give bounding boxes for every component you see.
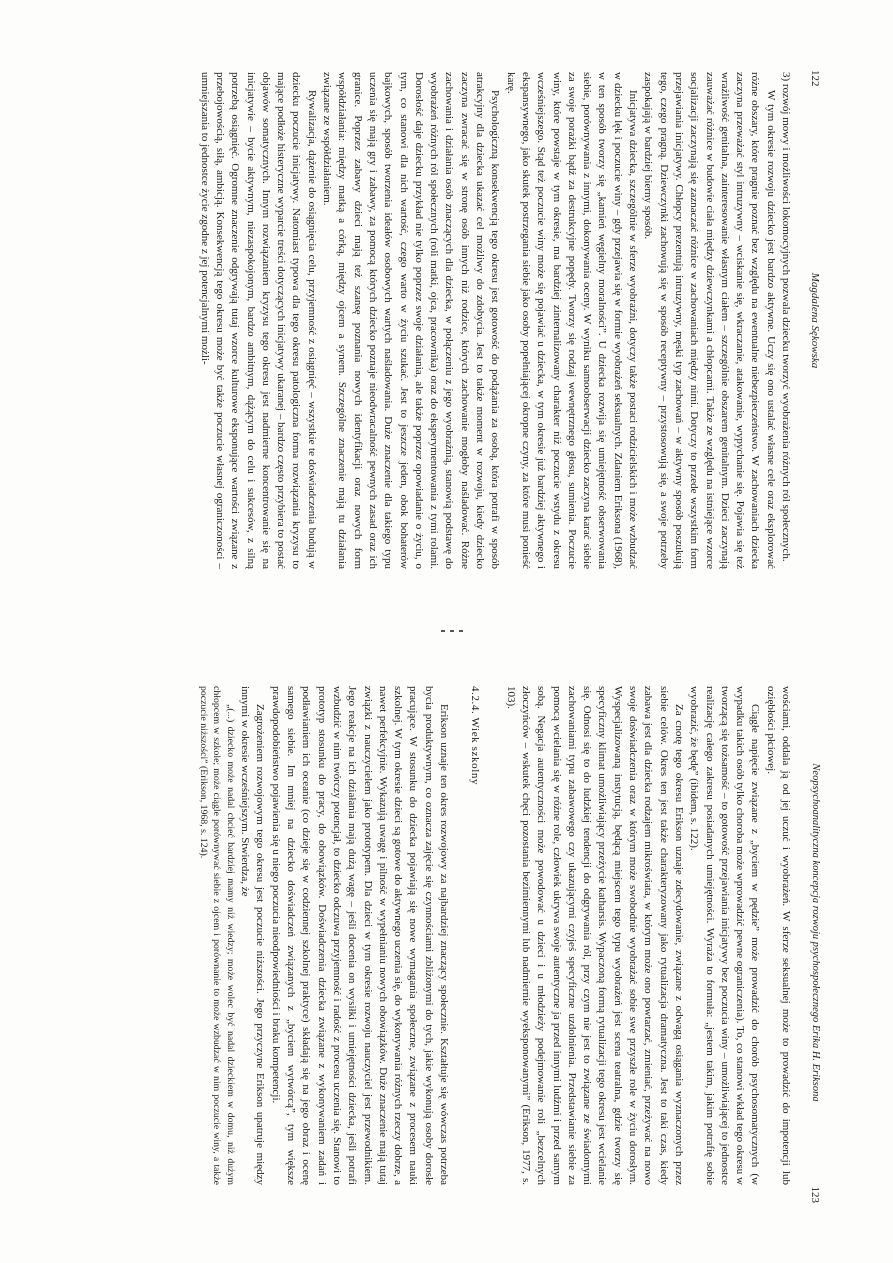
paragraph: Rywalizacja, dążenie do osiągnięcia celu, przyjemność z osiągnięć – wszystkie te doświadczenia budują w dziecku poczucie inicjatywy. Natomiast typowa dla tego okresu patologiczna forma rozwiązania kryzysu to mające podłoże histeryczne wyparcie treści dotyczących inicjatywy ukaranej – bardzo często przybiera to postać objawów somatycznych. Innym rozwiązaniem kryzysu tego okresu jest nadmierne koncentrowanie się na inicjatywie – bycie aktywnym, niezaspokojonym, bardzo ambitnym, dążącym do celu i sukcesów, z silną potrzebą osiągnięć. Ogromne znaczenie odgrywają tutaj wzorce kulturowe eksponujące wartości związane z przebojowością, siłą, ambicją. Konsekwencją tego okresu może być także poczucie własnej ograniczoności – umniejszania to jednostce życie zgodne z jej potencjalnymi możli- [198, 72, 318, 569]
paragraph: Erikson uznaje ten okres rozwojowy za najbardziej znaczący społecznie. Kształtuje się wówczas potrzeba bycia produktywnym, co oznacza zajęcie się czynnościami zbliżonymi do tych, jakie wykonują osoby dorosłe pracujące. W stosunku do dziecka pojawiają się nowe wymagania społeczne, związane z procesem nauki szkolnej. W tym okresie dzieci są gotowe do aktywnego uczenia się, do wykonywania różnych rzeczy dobrze, a nawet perfekcyjnie. Wykazują uwagę i pilność w wypełnianiu nowych obowiązków. Duże znaczenie mają tutaj związki z nauczycielem jako prototypem. Dla dzieci w tym okresie rozwoju nauczyciel jest przewodnikiem. Jego reakcje na ich działania mają dużą wagę – jeśli docenia on wysiłki i umiejętności dziecka, jeśli potrafi wzbudzić w nim twórczy potencjał, to dziecko odczuwa przyjemność i radość z procesu uczenia się. Stanowi to prototyp stosunku do pracy, do obowiązków. Doświadczenia dziecka związane z wykonywaniem zadań i podławianiem ich oceanie (co dzieje się w codziennej szkolnej praktyce) składają się na jego obraz i ocenę samego siebie. Im mniej na dziecko doświadczeń związanych z „byciem wytwórcą”, tym większe prawdopodobieństwo pojawienia się u niego poczucia nieodpowiedniości i braku kompetencji. [269, 686, 451, 1185]
paragraph: W tym okresie rozwoju dziecko jest bardzo aktywne. Uczy się ono ustalać własne cele oraz eksplorować różne obszary, które pragnie poznać bez względu na ewentualne niebezpieczeństwo. W zachowaniach dziecka zaczyna przeważać styl intruzywny – wciskanie się, wkraczanie, atakowanie, wypychanie się. Pojawia się też wrażliwość genitalna, zainteresowanie własnym ciałem – szczególnie obszarem genitalnym. Dzieci zaczynają zauważać różnice w budowie ciała między dziewczynkami a chłopcami. Także ze względu na istniejące wzorce socjalizacji zaczynają się zaznaczać różnice w zachowaniach między nimi. Dotyczy to przede wszystkim form przejawiania inicjatywy. Chłopcy prezentują intruzywny, męski typ zachowań – w aktywny sposób poszukują tego, czego pragną. Dziewczynki zachowują się w sposób receptywny – przystosowują się, a swoje potrzeby zaspokajają w bardziej bierny sposób. [642, 72, 777, 569]
paragraph: Zagrożeniem rozwojowym tego okresu jest poczucie niższości. Jego przyczyne Erikson upatruje między innymi w okresie wcześniejszym. Stwierdza, że [239, 686, 267, 1185]
right-running-head-title: Neopsychoanalityczna koncepcja rozwoju psychospołecznego Erika H. Eriksona [810, 763, 821, 1102]
paragraph: Psychologiczną konsekwencją tego okresu jest gotowość do podążania za osobą, która potrafi w sposób atrakcyjny dla dziecka ukazać cel możliwy do zdobycia. Jest to także moment w rozwoju, kiedy dziecko zaczyna zwracać się w stronę osób innych niż rodzice, których zachowanie mogłoby naśladować. Różne zachowania i działania osób znaczących dla dziecka, w połączeniu z jego wyobraźnią, stanowią podstawę do wyobrażeń różnych ról społecznych (roli matki, ojca, pracownika) oraz do eksperymentowania z tymi rolami. Dorosłość daje dziecku przykład nie tylko poprzez swoje działania, ale także poprzez opowiadanie o życiu, o tym, co stanowi dla nich wartość, czego warto w życiu szukać. Jest to jeszcze jeden, obok bohaterów bajkowych, sposób tworzenia ideałów osobowych wartych naśladowania. Duże znaczenie dla takiego typu uczenia się mają gry i zabawy, za pomocą których dziecko poznaje nieodwracalność pewnych zasad oraz ich granice. Poprzez zabawy dzieci mają też szansę poznania nowych identyfikacji oraz nowych form współdziałania: między matką a córką, między ojcem a synem. Szczególne znaczenie mają tu działania związane ze współdziałaniem. [321, 72, 502, 569]
right-page-body [40, 686, 793, 1185]
section-heading: 4.2.4. Wiek szkolny [469, 686, 482, 786]
block-quote: „(...) dziecko może nadal chcieć bardziej mamy niż wiedzy; może wolec być nadal dzieckiem w domu, niż dużym chłopcem w szkole; może ciągle porównywać siebie z ojcem i porównanie to może wzbudzać w nim poczucie winy, a także poczucie niższości” (Erikson, 1968, s. 124). [197, 686, 236, 1185]
paragraph: Ciągłe napięcie związane z „byciem w pędzie” może prowadzić do chorób psychosomatycznych (w wypadku takich osób tylko choroba może wprowadzić pewne ograniczenia). To, co stanowi wkład tego okresu w tworzącą się tożsamość – to gotowość przejawiania inicjatywy bez poczucia winy – umożliwiającej to jednostce realizację całego zakresu posiadanych umiejętności. Wyraża to formuła: „jestem takim, jakim potrafię sobie wyobrazić, że będę” (ibidem, s. 122). [688, 686, 762, 1185]
paragraph: 3) rozwój mowy i możliwości lokomocyjnych pozwala dziecku tworzyć wyobrażenia różnych ról społecznych. [780, 72, 792, 562]
left-page-number: 122 [809, 70, 821, 87]
left-running-head-title: Magdalena Sękowska [809, 272, 821, 369]
right-page [0, 632, 893, 1263]
paragraph: Za cnotę tego okresu Erikson uznaje zdecydowanie, związane z odwagą osiągania wyznaczonych przez siebie celów. Okres ten jest także charakteryzowany jako rytualizacja dramatyczna. Jest to taki czas, kiedy zabawa jest dla dziecka rodzajem mikroświata, w którym może ono powtarzać, zmieniać, przeżywać na nowo swoje doświadczenia oraz w którym może swobodnie wyobrażać sobie swe przyszłe role w życiu dorosłym. Wyspecjalizowaną instytucją, będącą miejscem tego typu wyobrażeń jest scena teatralna, gdzie tworzy się specyficzny klimat umożliwiający przeżycie katharsis. Wypaczoną formą rytualizacji tego okresu jest wcielanie się. Odnosi się to do ludzkiej tendencji do odgrywania ról, przy czym nie jest to związane ze świadomymi zachowaniami typu zabawowego czy ukazującymi czyjeś specyficzne uzdolnienia. Przedstawianie siebie za pomocą wcielania się w różne role, człowiek ukrywa swoje autentyczne ja przed innymi ludźmi i przed samym sobą. Negacja autentyczności może powodować u dzieci i u młodzieży podejmowanie roli „bezcelnych złoczyńców – wskutek chęci pozostania bezimiennymi lub nadmiernie wyeksponowanymi” (Erikson, 1977, s. 103). [504, 686, 685, 1185]
left-page-body [40, 72, 793, 569]
paragraph: Inicjatywa dziecka, szczególnie w sferze wyobraźni, dotyczy także postaci rodzicielskich i może wzbudzać w dziecku lęk i poczucie winy – gdy przejawia się w formie wyobrażeń seksualnych. Zdaniem Eriksona (1968), w ten sposób tworzy się „kamień węgielny moralności”. U dziecka rozwija się umiejętność obserwowania siebie, porównywania z innymi, dokonywania oceny. W wyniku samoobserwacji dziecko zaczyna karać siebie za swoje porażki bądź za destrukcyjne popędy. Tworzy się rodzaj wewnętrznego głosu, sumienia. Poczucie winy, które powstaje w tym okresie, ma bardziej zinternalizowany charakter niż poczucie wstydu z okresu wcześniejszego. Stąd też poczucie winy może się pojawiać u dziecka, w tym okresie już bardziej aktywnego i ekspansywnego, jako skutek postrzegania siebie jako osoby popełniającej okropne czyny, za które musi ponieść karę. [504, 72, 640, 569]
paragraph: wościami, oddala ją od jej uczuć i wyobrażeń. W sferze seksualnej może to prowadzić do impotencji lub oziębłości płciowej. [764, 686, 792, 1185]
left-page [0, 0, 893, 631]
right-page-number: 123 [809, 1186, 821, 1203]
